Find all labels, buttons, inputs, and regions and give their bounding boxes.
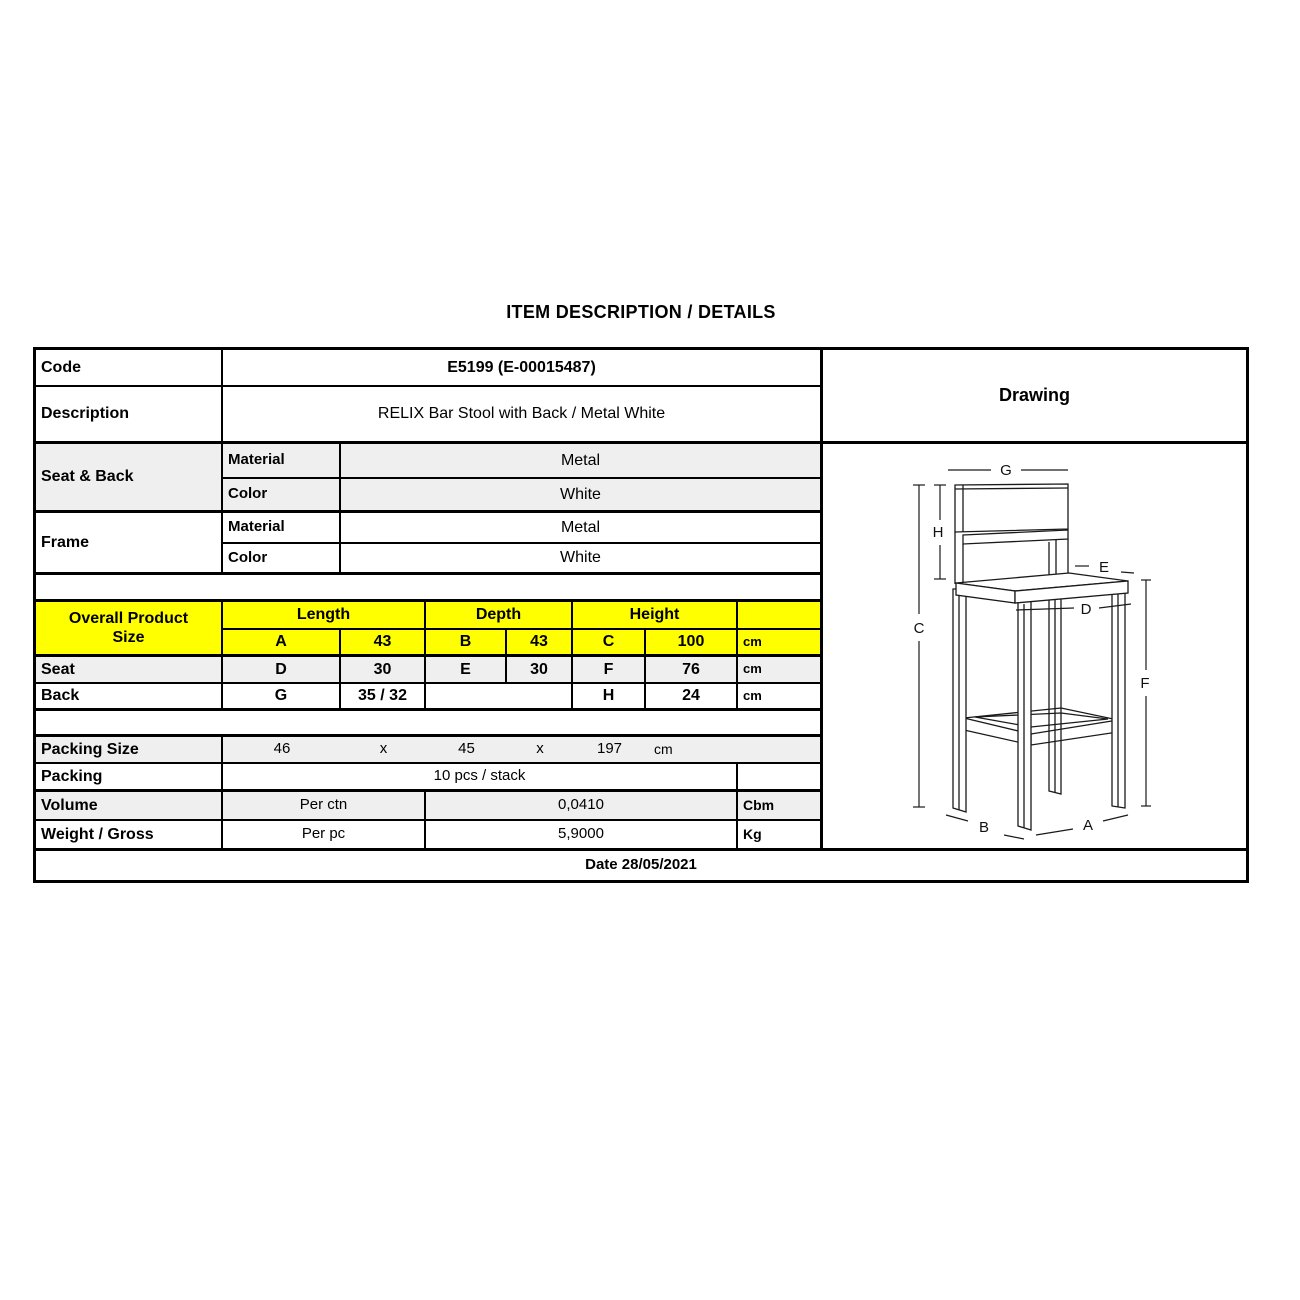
seat-back-material-label: Material — [223, 444, 341, 479]
packing-size-height: 197 — [596, 740, 623, 758]
weight-label: Weight / Gross — [36, 821, 223, 851]
frame-color-value: White — [341, 544, 823, 575]
drawing-area — [823, 444, 1246, 851]
packing-size-depth: 45 — [458, 740, 475, 758]
back-row-label: Back — [36, 684, 223, 711]
overall-height-value: 100 — [646, 630, 738, 657]
dim-label-g: G — [1000, 462, 1012, 479]
dim-label-d: D — [1080, 601, 1092, 618]
dim-label-a: A — [1082, 817, 1094, 834]
depth-header: Depth — [426, 602, 573, 630]
seat-back-label: Seat & Back — [36, 444, 223, 513]
spacer-row-2 — [36, 711, 823, 737]
back-length-value: 35 / 32 — [341, 684, 426, 711]
packing-label: Packing — [36, 764, 223, 792]
size-unit-header-empty — [738, 602, 823, 630]
weight-unit: Kg — [738, 821, 823, 851]
overall-depth-value: 43 — [507, 630, 573, 657]
frame-label: Frame — [36, 513, 223, 575]
stool-seat — [956, 573, 1128, 603]
length-header: Length — [223, 602, 426, 630]
frame-material-value: Metal — [341, 513, 823, 544]
bar-stool-technical-drawing — [823, 444, 1246, 848]
overall-product-line2: Size — [112, 629, 145, 646]
packing-size-label: Packing Size — [36, 737, 223, 764]
dim-label-h: H — [932, 524, 944, 541]
description-label: Description — [36, 387, 223, 444]
dim-label-f: F — [1140, 675, 1150, 692]
packing-size-values — [223, 737, 823, 764]
volume-basis: Per ctn — [223, 792, 426, 821]
seat-length-key: D — [223, 657, 341, 684]
code-value: E5199 (E-00015487) — [223, 350, 823, 387]
packing-value: 10 pcs / stack — [223, 764, 738, 792]
dim-label-e: E — [1098, 559, 1110, 576]
back-height-key: H — [573, 684, 646, 711]
seat-back-material-value: Metal — [341, 444, 823, 479]
stool-footrest-frame — [964, 708, 1118, 745]
date-footer: Date 28/05/2021 — [36, 851, 1246, 880]
overall-length-value: 43 — [341, 630, 426, 657]
code-label: Code — [36, 350, 223, 387]
stool-backrest — [955, 484, 1068, 544]
seat-depth-key: E — [426, 657, 507, 684]
weight-value: 5,9000 — [426, 821, 738, 851]
packing-size-sep1: x — [379, 740, 388, 758]
volume-unit: Cbm — [738, 792, 823, 821]
dim-label-b: B — [978, 819, 990, 836]
overall-depth-key: B — [426, 630, 507, 657]
back-length-key: G — [223, 684, 341, 711]
seat-length-value: 30 — [341, 657, 426, 684]
back-depth-empty — [426, 684, 573, 711]
seat-row-label: Seat — [36, 657, 223, 684]
overall-height-key: C — [573, 630, 646, 657]
volume-value: 0,0410 — [426, 792, 738, 821]
overall-length-key: A — [223, 630, 341, 657]
stool-legs — [953, 584, 1125, 830]
seat-back-color-value: White — [341, 479, 823, 513]
dim-label-c: C — [913, 620, 925, 637]
frame-color-label: Color — [223, 544, 341, 575]
overall-product-line1: Overall Product — [68, 609, 189, 627]
seat-unit: cm — [738, 657, 823, 684]
seat-height-key: F — [573, 657, 646, 684]
overall-unit: cm — [738, 630, 823, 657]
height-header: Height — [573, 602, 738, 630]
weight-basis: Per pc — [223, 821, 426, 851]
spacer-row — [36, 575, 823, 602]
volume-label: Volume — [36, 792, 223, 821]
back-unit: cm — [738, 684, 823, 711]
packing-size-sep2: x — [536, 740, 544, 758]
seat-height-value: 76 — [646, 657, 738, 684]
drawing-title: Drawing — [823, 350, 1246, 444]
packing-size-unit: cm — [654, 740, 673, 757]
seat-depth-value: 30 — [507, 657, 573, 684]
packing-size-length: 46 — [273, 740, 291, 758]
page-title: ITEM DESCRIPTION / DETAILS — [506, 302, 776, 322]
seat-back-color-label: Color — [223, 479, 341, 513]
item-details-table — [33, 347, 1249, 883]
packing-unit-empty — [738, 764, 823, 792]
back-height-value: 24 — [646, 684, 738, 711]
overall-product-size-label — [36, 602, 223, 657]
frame-material-label: Material — [223, 513, 341, 544]
description-value: RELIX Bar Stool with Back / Metal White — [223, 387, 823, 444]
